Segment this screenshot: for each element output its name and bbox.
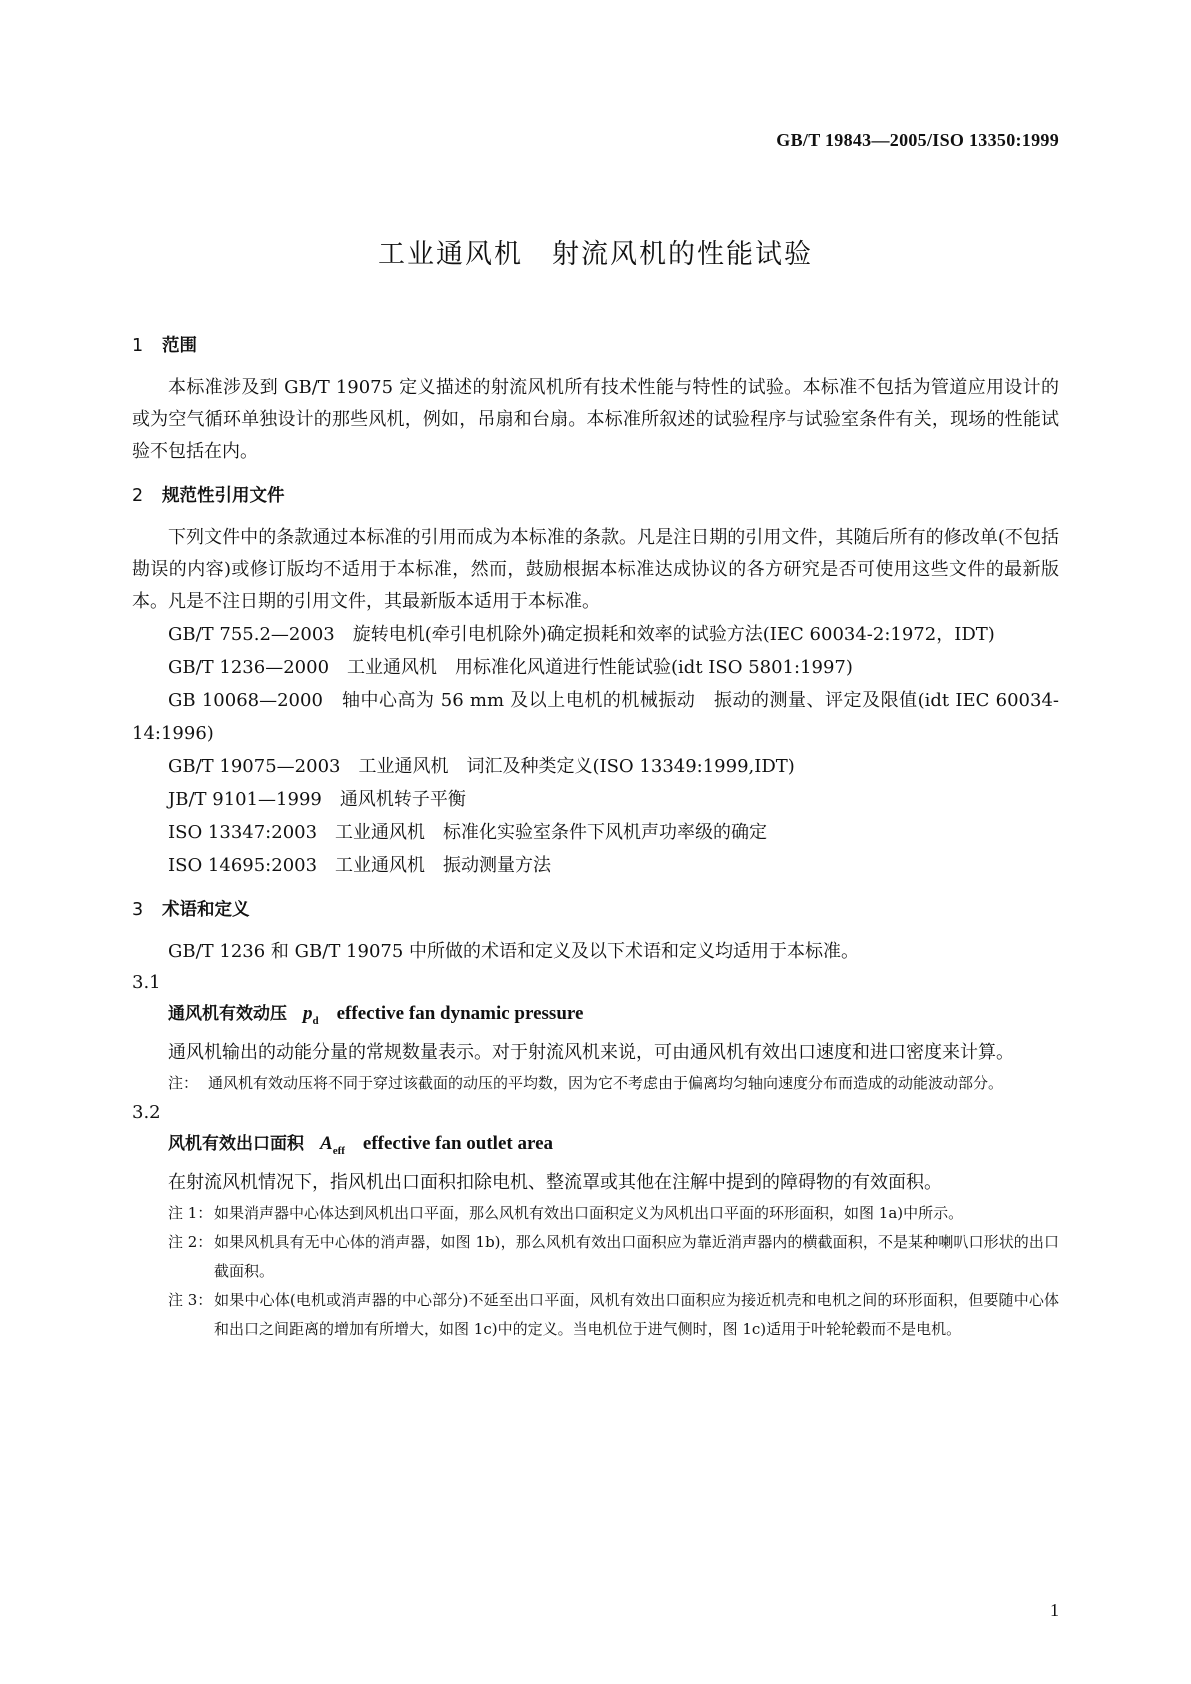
term-symbol: $A_{eff}$ bbox=[320, 1132, 345, 1157]
term-heading bbox=[132, 998, 1059, 1037]
note-text: 如果消声器中心体达到风机出口平面，那么风机有效出口面积定义为风机出口平面的环形面积，如图 1a)中所示。 bbox=[214, 1203, 964, 1222]
standard-code: GB/T 19843—2005/ISO 13350:1999 bbox=[776, 130, 1059, 150]
term-definition: 通风机输出的动能分量的常规数量表示。对于射流风机来说，可由通风机有效出口速度和进口密度来计算。 bbox=[168, 1041, 1014, 1063]
reference-item: GB/T 1236—2000 工业通风机 用标准化风道进行性能试验(idt ISO 5801:1997) bbox=[168, 657, 853, 678]
section-number: 2 bbox=[132, 486, 144, 506]
note-text: 通风机有效动压将不同于穿过该截面的动压的平均数，因为它不考虑由于偏离均匀轴向速度分布而造成的动能波动部分。 bbox=[208, 1073, 1004, 1092]
note-label: 注 2： bbox=[168, 1232, 213, 1251]
note-label: 注 1： bbox=[168, 1203, 213, 1222]
term-en: effective fan dynamic pressure bbox=[336, 1003, 584, 1024]
term-number: 3.2 bbox=[132, 1101, 161, 1123]
note-label: 注 3： bbox=[168, 1290, 213, 1309]
reference-item: GB 10068—2000 轴中心高为 56 mm 及以上电机的机械振动 振动的测量、评定及限值(idt IEC 60034-14:1996) bbox=[132, 690, 1059, 744]
term-note bbox=[132, 1199, 1059, 1228]
note-text: 如果风机具有无中心体的消声器，如图 1b)，那么风机有效出口面积应为靠近消声器内的横截面积，不是某种喇叭口形状的出口截面积。 bbox=[214, 1232, 1059, 1280]
section-title: 范围 bbox=[162, 336, 197, 356]
term-note bbox=[132, 1286, 1059, 1344]
section-number: 3 bbox=[132, 900, 144, 920]
term-note bbox=[132, 1069, 1059, 1098]
reference-item: ISO 14695:2003 工业通风机 振动测量方法 bbox=[168, 855, 552, 876]
term-zh: 风机有效出口面积 bbox=[168, 1133, 304, 1154]
note-text: 如果中心体(电机或消声器的中心部分)不延至出口平面，风机有效出口面积应为接近机壳和电机之间的环形面积，但要随中心体和出口之间距离的增加有所增大，如图 1c)中的定义。当电机位于进气侧时，图 1c)适用于叶轮轮毂而不是电机。 bbox=[214, 1290, 1059, 1338]
section-3-heading bbox=[132, 894, 1059, 926]
term-definition: 在射流风机情况下，指风机出口面积扣除电机、整流罩或其他在注解中提到的障碍物的有效面积。 bbox=[168, 1171, 942, 1193]
reference-item: JB/T 9101—1999 通风机转子平衡 bbox=[168, 789, 466, 810]
document-title: 工业通风机 射流风机的性能试验 bbox=[378, 239, 813, 270]
term-heading bbox=[132, 1128, 1059, 1167]
section-1-heading bbox=[132, 330, 1059, 362]
section-title: 术语和定义 bbox=[162, 900, 250, 920]
section-2-heading bbox=[132, 480, 1059, 512]
section-1-paragraph: 本标准涉及到 GB/T 19075 定义描述的射流风机所有技术性能与特性的试验。本标准不包括为管道应用设计的或为空气循环单独设计的那些风机，例如，吊扇和台扇。本标准所叙述的试验程序与试验室条件有关，现场的性能试验不包括在内。 bbox=[132, 377, 1059, 462]
section-2-paragraph: 下列文件中的条款通过本标准的引用而成为本标准的条款。凡是注日期的引用文件，其随后所有的修改单(不包括勘误的内容)或修订版均不适用于本标准，然而，鼓励根据本标准达成协议的各方研究是否可使用这些文件的最新版本。凡是不注日期的引用文件，其最新版本适用于本标准。 bbox=[132, 527, 1059, 612]
section-3-paragraph: GB/T 1236 和 GB/T 19075 中所做的术语和定义及以下术语和定义均适用于本标准。 bbox=[168, 941, 860, 962]
term-number: 3.1 bbox=[132, 972, 161, 993]
term-symbol: $p_d$ bbox=[303, 1003, 319, 1027]
term-zh: 通风机有效动压 bbox=[168, 1004, 287, 1024]
section-title: 规范性引用文件 bbox=[162, 486, 285, 506]
reference-item: GB/T 755.2—2003 旋转电机(牵引电机除外)确定损耗和效率的试验方法(IEC 60034-2:1972，IDT) bbox=[168, 624, 995, 645]
note-label: 注： bbox=[168, 1073, 199, 1092]
document-body bbox=[132, 330, 1059, 1344]
page-number: 1 bbox=[1050, 1600, 1059, 1620]
section-number: 1 bbox=[132, 336, 144, 356]
reference-item: ISO 13347:2003 工业通风机 标准化实验室条件下风机声功率级的确定 bbox=[168, 822, 768, 843]
reference-item: GB/T 19075—2003 工业通风机 词汇及种类定义(ISO 13349:1999,IDT) bbox=[168, 756, 795, 777]
term-en: effective fan outlet area bbox=[362, 1132, 553, 1154]
term-note bbox=[132, 1228, 1059, 1286]
